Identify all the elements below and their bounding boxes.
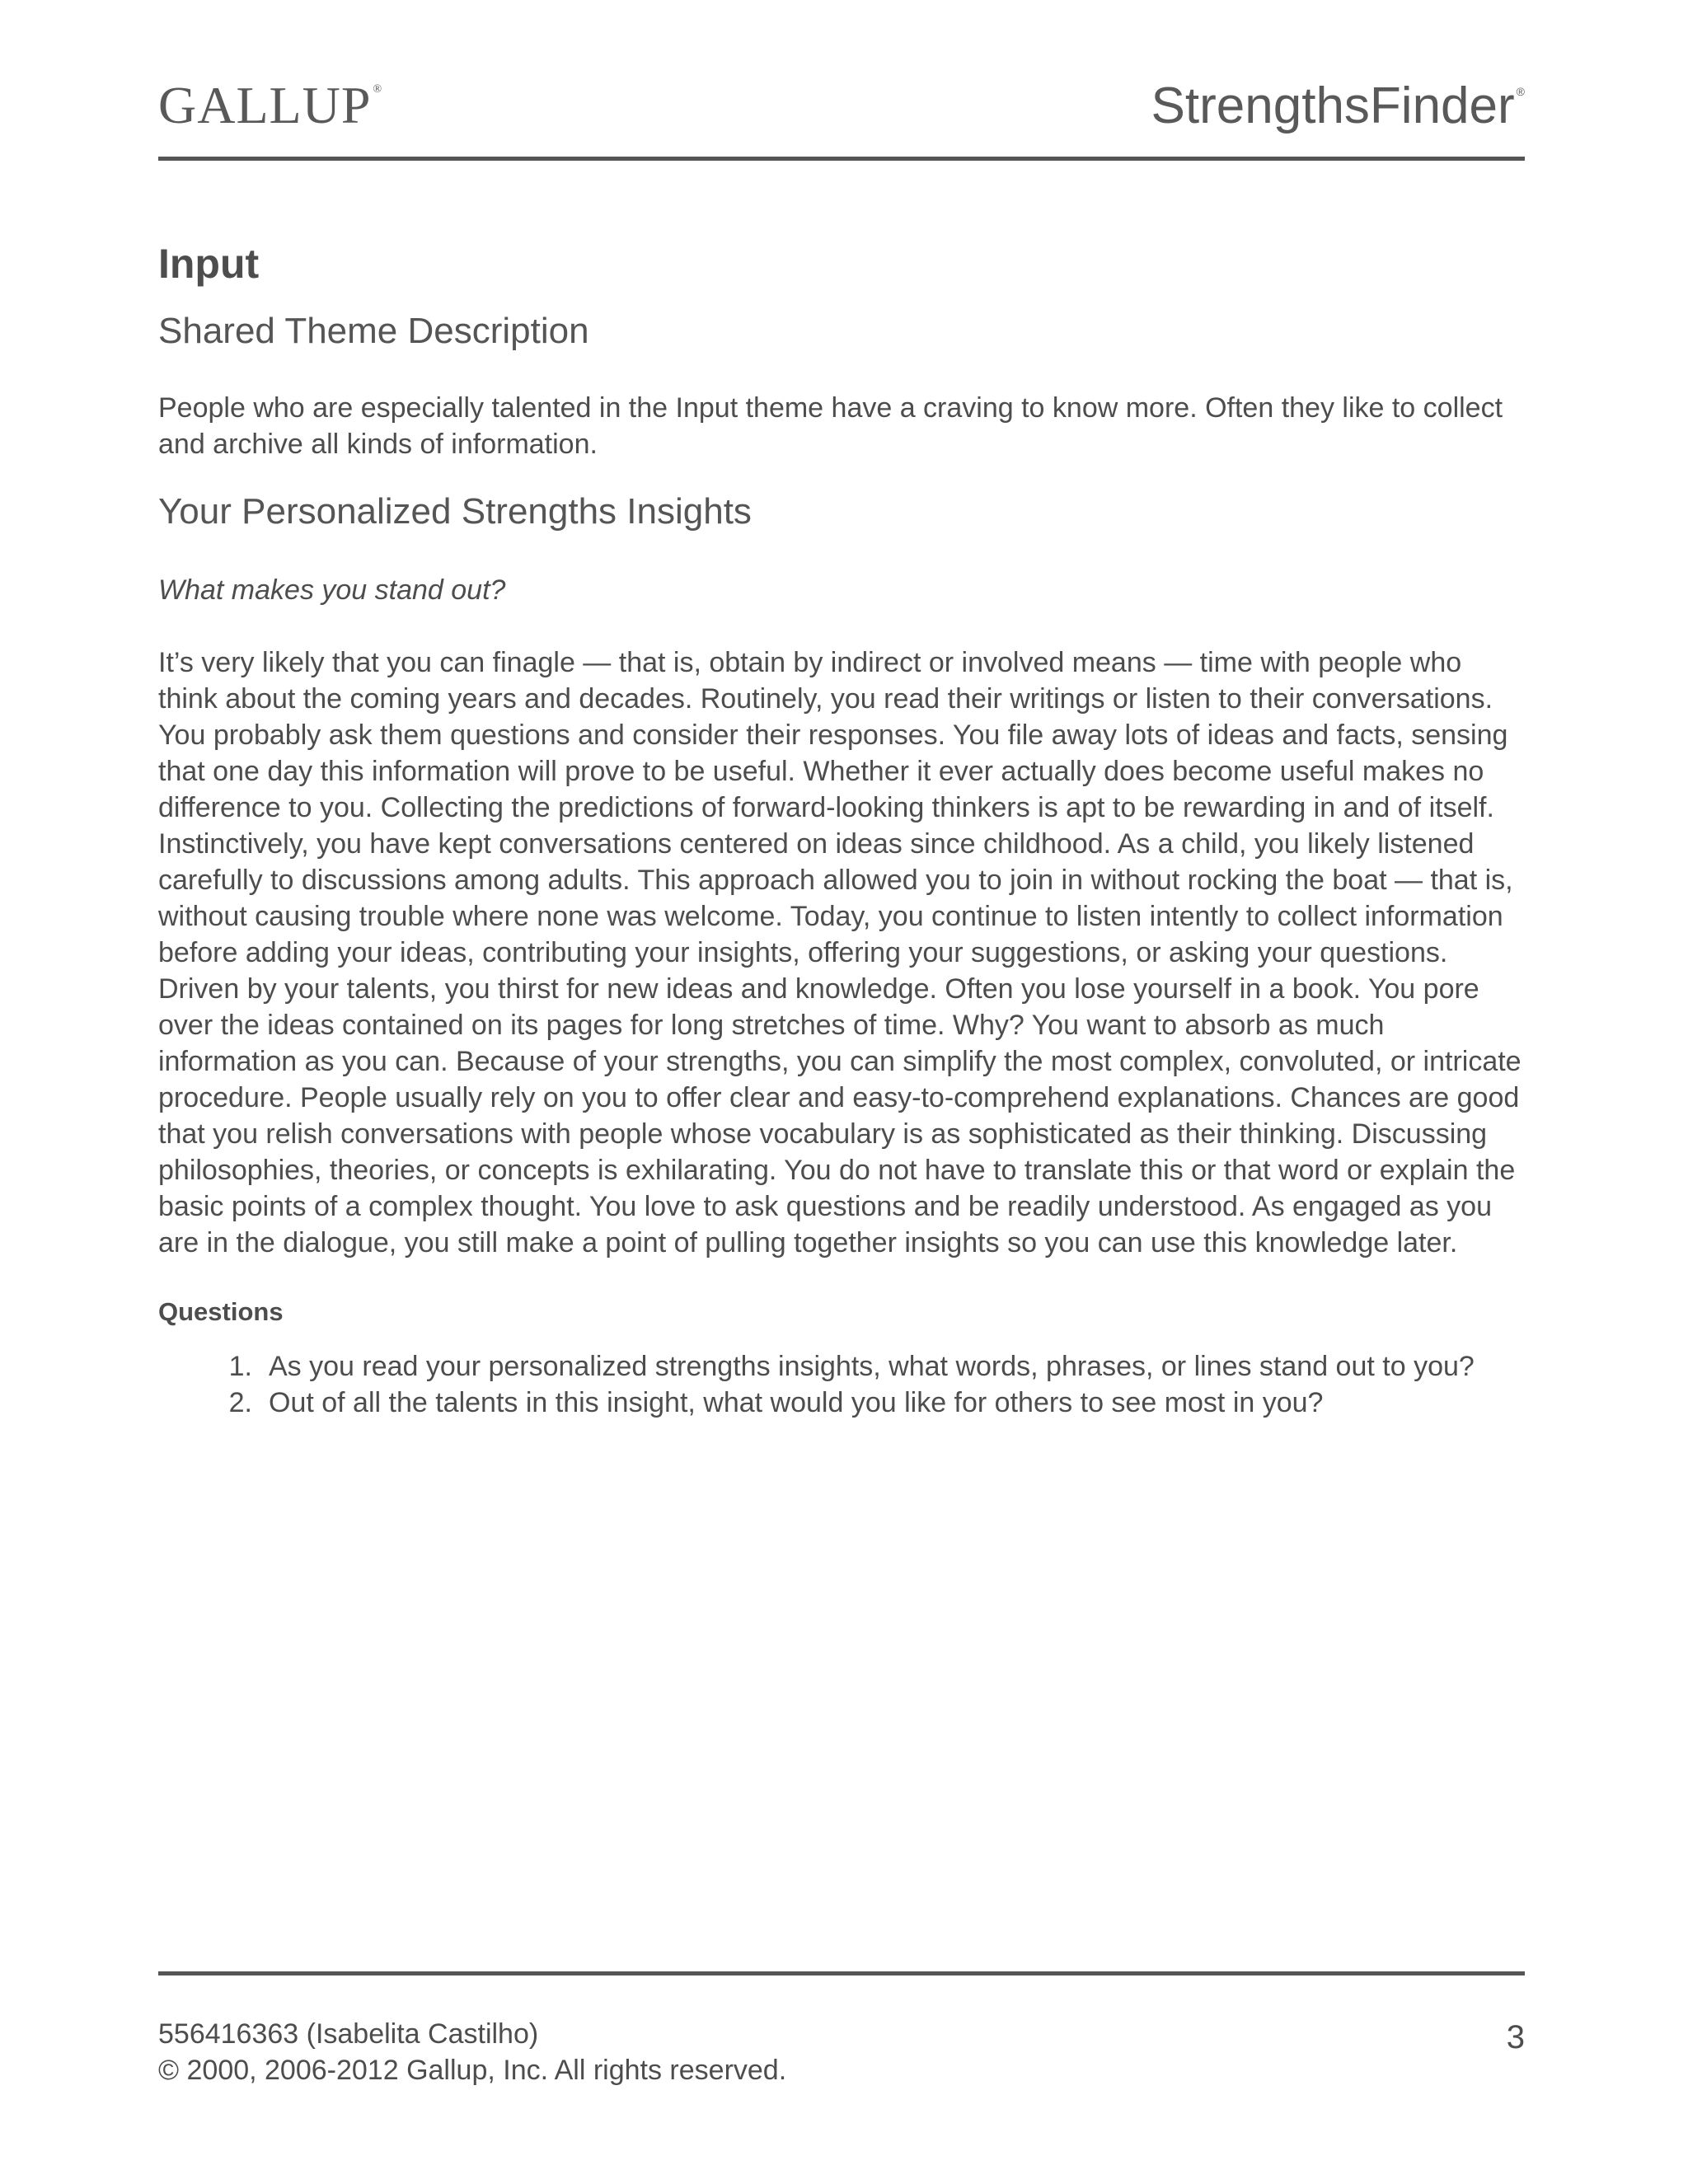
- insights-heading: Your Personalized Strengths Insights: [158, 490, 752, 532]
- product-name: [1151, 77, 1525, 134]
- product-text: StrengthsFinder: [1151, 77, 1515, 134]
- main-content: [158, 239, 1526, 1421]
- question-item: [158, 1348, 1526, 1385]
- question-text: Out of all the talents in this insight, what would you like for others to see most in you?: [269, 1386, 1324, 1418]
- shared-theme-description: People who are especially talented in the Input theme have a craving to know more. Often they like to collect and archive all kinds of information.: [158, 391, 1503, 460]
- footer-id-line: 556416363 (Isabelita Castilho): [158, 2018, 539, 2050]
- page-number: 3: [1506, 2019, 1525, 2055]
- footer-copyright: © 2000, 2006-2012 Gallup, Inc. All rights reserved.: [158, 2055, 787, 2086]
- question-number: 1.: [228, 1350, 252, 1382]
- question-number: 2.: [228, 1386, 252, 1418]
- theme-title: Input: [158, 241, 260, 287]
- question-text: As you read your personalized strengths insights, what words, phrases, or lines stand out to you?: [269, 1350, 1475, 1382]
- questions-list: [158, 1348, 1526, 1421]
- insights-paragraph: It’s very likely that you can finagle — that is, obtain by indirect or involved means — time with people who think about the coming years and decades. Routinely, you read their writings or listen to their conversations. You probably ask them questions and consider their responses. You file away lots of ideas and facts, sensing that one day this information will prove to be useful. Whether it ever actually does become useful makes no difference to you. Collecting the predictions of forward-looking thinkers is apt to be rewarding in and of itself. Instinctively, you have kept conversations centered on ideas since childhood. As a child, you likely listened carefully to discussions among adults. This approach allowed you to join in without rocking the boat — that is, without causing trouble where none was welcome. Today, you continue to listen intently to collect information before adding your ideas, contributing your insights, offering your suggestions, or asking your questions. Driven by your talents, you thirst for new ideas and knowledge. Often you lose yourself in a book. You pore over the ideas contained on its pages for long stretches of time. Why? You want to absorb as much information as you can. Because of your strengths, you can simplify the most complex, convoluted, or intricate procedure. People usually rely on you to offer clear and easy-to-comprehend explanations. Chances are good that you relish conversations with people whose vocabulary is as sophisticated as their thinking. Discussing philosophies, theories, or concepts is exhilarating. You do not have to translate this or that word or explain the basic points of a complex thought. You love to ask questions and be readily understood. As engaged as you are in the dialogue, you still make a point of pulling together insights so you can use this knowledge later.: [158, 646, 1522, 1258]
- footer-divider: [158, 1971, 1525, 1975]
- header-divider: [158, 157, 1525, 161]
- shared-theme-heading: Shared Theme Description: [158, 311, 589, 351]
- logo-registered-mark: ®: [373, 83, 383, 96]
- gallup-logo: [158, 76, 383, 134]
- page-header: [158, 74, 1525, 140]
- questions-heading: Questions: [158, 1296, 284, 1326]
- product-registered-mark: ®: [1516, 85, 1525, 98]
- logo-text: GALLUP: [158, 76, 372, 134]
- standout-subheading: What makes you stand out?: [158, 574, 506, 606]
- question-item: [158, 1385, 1526, 1421]
- page-footer: [158, 2016, 786, 2088]
